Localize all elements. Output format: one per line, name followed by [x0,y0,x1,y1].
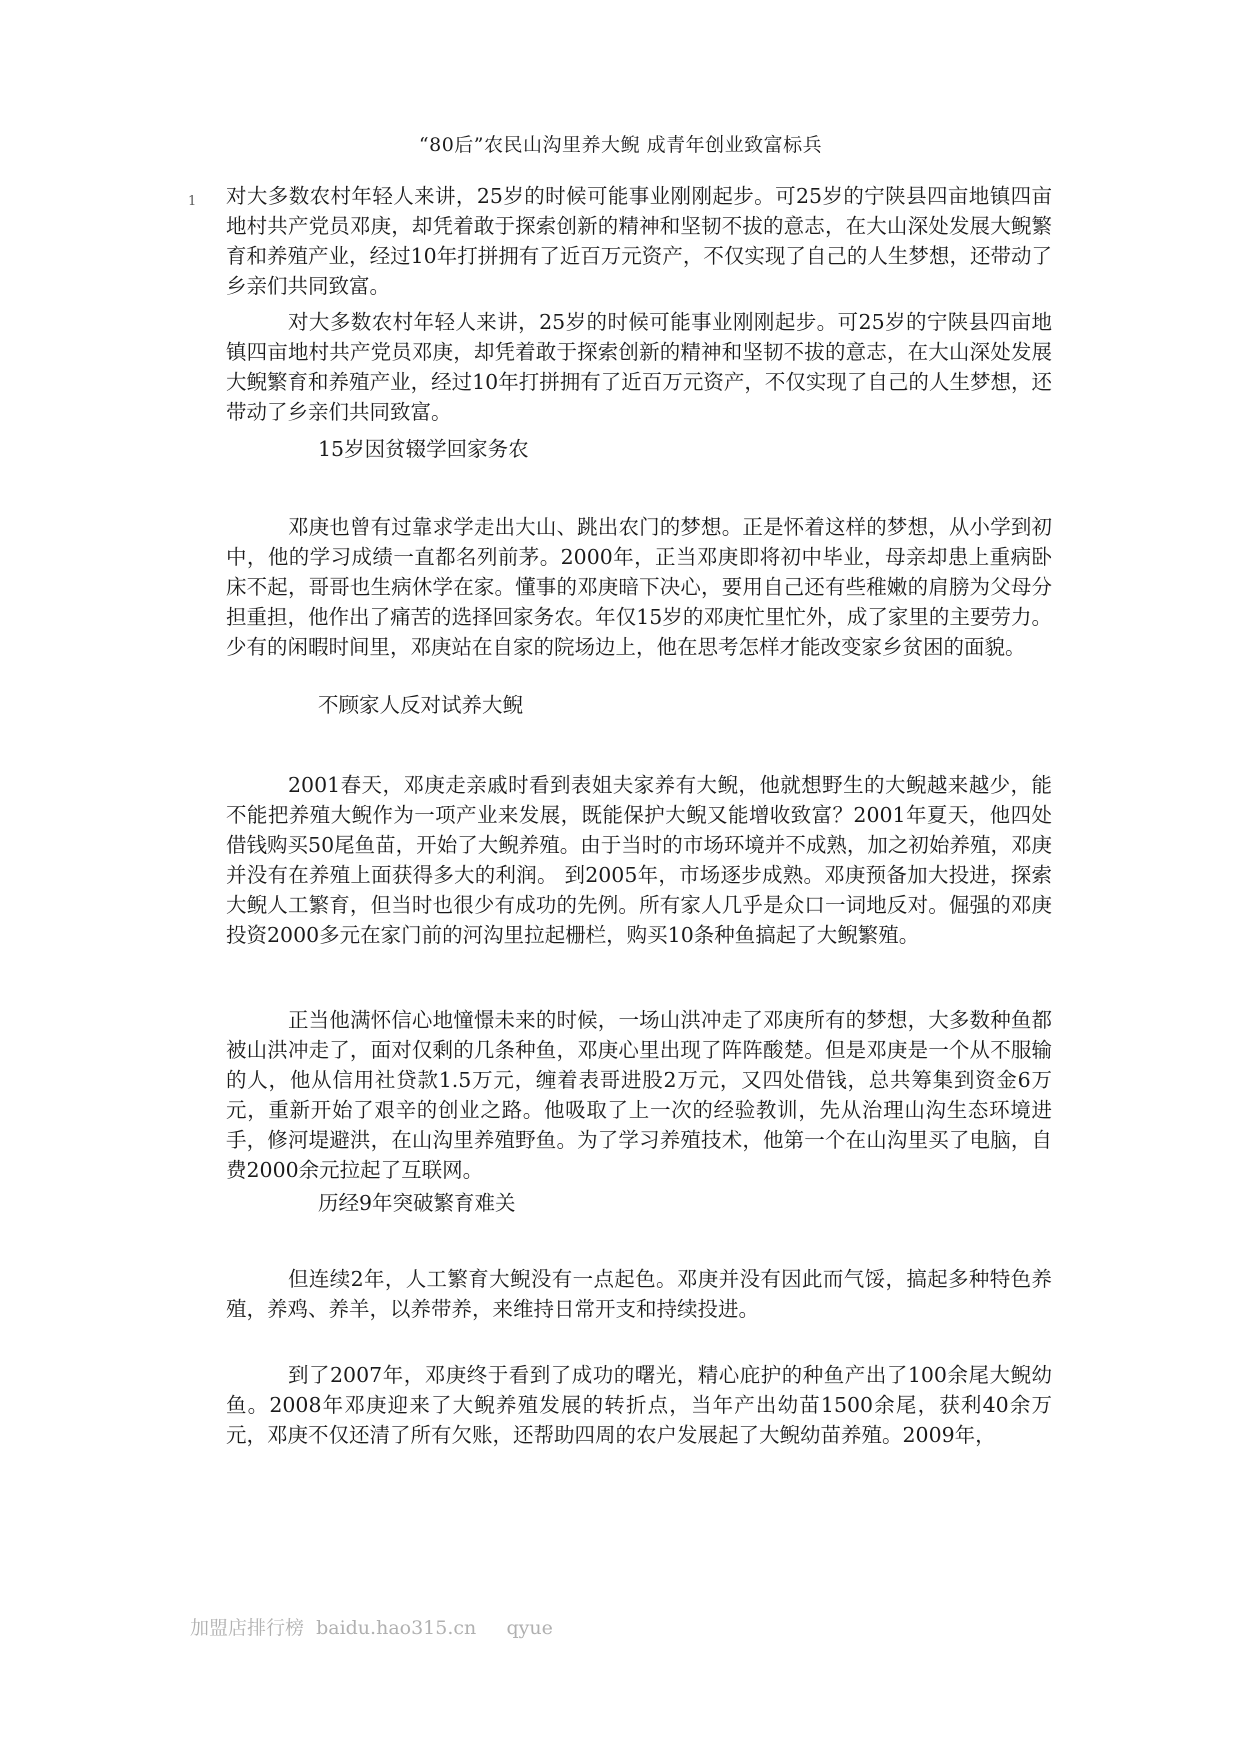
paragraph-section-2a: 2001春天，邓庚走亲戚时看到表姐夫家养有大鲵，他就想野生的大鲵越来越少，能不能把养殖大鲵作为一项产业来发展，既能保护大鲵又能增收致富？2001年夏天，他四处借钱购买50尾鱼苗，开始了大鲵养殖。由于当时的市场环境并不成熟，加之初始养殖，邓庚并没有在养殖上面获得多大的利润。 到2005年，市场逐步成熟。邓庚预备加大投进，探索大鲵人工繁育，但当时也很少有成功的先例。所有家人几乎是众口一词地反对。倔强的邓庚投资2000多元在家门前的河沟里拉起栅栏，购买10条种鱼搞起了大鲵繁殖。 [226,773,1052,947]
section-heading-2: 不顾家人反对试养大鲵 [318,693,523,717]
paragraph-section-1: 邓庚也曾有过靠求学走出大山、跳出农门的梦想。正是怀着这样的梦想，从小学到初中，他的学习成绩一直都名列前茅。2000年，正当邓庚即将初中毕业，母亲却患上重病卧床不起，哥哥也生病休学在家。懂事的邓庚暗下决心，要用自己还有些稚嫩的肩膀为父母分担重担，他作出了痛苦的选择回家务农。年仅15岁的邓庚忙里忙外，成了家里的主要劳力。少有的闲暇时间里，邓庚站在自家的院场边上，他在思考怎样才能改变家乡贫困的面貌。 [226,515,1052,659]
paragraph-section-3b: 到了2007年，邓庚终于看到了成功的曙光，精心庇护的种鱼产出了100余尾大鲵幼鱼。2008年邓庚迎来了大鲵养殖发展的转折点，当年产出幼苗1500余尾，获利40余万元，邓庚不仅还清了所有欠账，还帮助四周的农户发展起了大鲵幼苗养殖。2009年， [226,1363,1052,1447]
paragraph-intro-repeat: 对大多数农村年轻人来讲，25岁的时候可能事业刚刚起步。可25岁的宁陕县四亩地镇四亩地村共产党员邓庚，却凭着敢于探索创新的精神和坚韧不拔的意志，在大山深处发展大鲵繁育和养殖产业，经过10年打拼拥有了近百万元资产，不仅实现了自己的人生梦想，还带动了乡亲们共同致富。 [226,310,1052,424]
paragraph-section-2b: 正当他满怀信心地憧憬未来的时候，一场山洪冲走了邓庚所有的梦想，大多数种鱼都被山洪冲走了，面对仅剩的几条种鱼，邓庚心里出现了阵阵酸楚。但是邓庚是一个从不服输的人，他从信用社贷款1.5万元，缠着表哥进股2万元，又四处借钱，总共筹集到资金6万元，重新开始了艰辛的创业之路。他吸取了上一次的经验教训，先从治理山沟生态环境进手，修河堤避洪，在山沟里养殖野鱼。为了学习养殖技术，他第一个在山沟里买了电脑，自费2000余元拉起了互联网。 [226,1008,1052,1182]
paragraph-intro: 对大多数农村年轻人来讲，25岁的时候可能事业刚刚起步。可25岁的宁陕县四亩地镇四亩地村共产党员邓庚，却凭着敢于探索创新的精神和坚韧不拔的意志，在大山深处发展大鲵繁育和养殖产业，经过10年打拼拥有了近百万元资产，不仅实现了自己的人生梦想，还带动了乡亲们共同致富。 [226,184,1052,298]
section-heading-3: 历经9年突破繁育难关 [318,1191,516,1215]
document-title: “80后”农民山沟里养大鲵 成青年创业致富标兵 [418,134,823,156]
section-heading-1: 15岁因贫辍学回家务农 [318,437,529,461]
line-number: 1 [188,194,197,209]
page-footer: 加盟店排行榜 baidu.hao315.cn qyue [190,1617,553,1639]
paragraph-section-3a: 但连续2年，人工繁育大鲵没有一点起色。邓庚并没有因此而气馁，搞起多种特色养殖，养鸡、养羊，以养带养，来维持日常开支和持续投进。 [226,1267,1052,1321]
